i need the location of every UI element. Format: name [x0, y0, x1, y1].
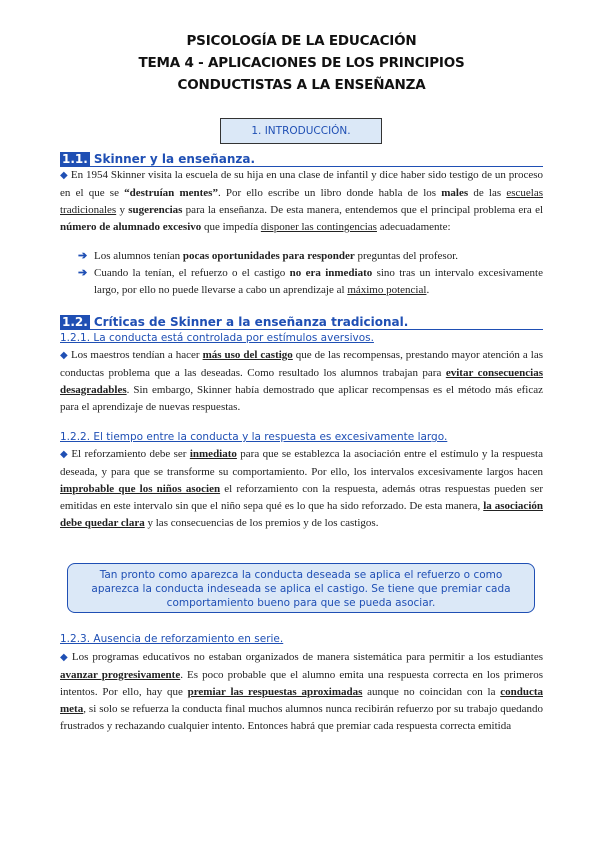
list-item: ➔ Cuando la tenían, el refuerzo o el castigo no era inmediato sino tras un intervalo excesivamente largo, por ello no puede llevarse a cabo un aprendizaje al máximo potencial. — [78, 266, 543, 296]
arrow-bullet-icon: ➔ — [78, 250, 88, 262]
paragraph-reinforcement-timing: ◆ El reforzamiento debe ser inmediato para que se establezca la asociación entre el estímulo y la respuesta deseada, y para que se transforme su comportamiento. Por ello, los intervalos excesivamente largos hacen improbable que los niños asocien el reforzamiento con la respuesta, además otras respuestas pueden ser emitidas en este intervalo sin que el niño sepa qué es lo que ha sido reforzado. De esta manera, la asociación debe quedar clara y las consecuencias de los premios y de los castigos. — [60, 448, 543, 529]
paragraph-aversive-stimuli: ◆ Los maestros tendían a hacer más uso del castigo que de las recompensas, prestando mayor atención a las conductas problema que a las deseadas. Como resultado los alumnos trabajan para evitar consecuencias desagradables. Sin embargo, Skinner había demostrado que aplicar recompensas es el método más eficaz para el aprendizaje de nuevas respuestas. — [60, 349, 543, 413]
key-idea-callout: Tan pronto como aparezca la conducta deseada se aplica el refuerzo o como aparezca la conducta indeseada se aplica el castigo. Se tiene que premiar cada comportamiento bueno para que se pueda asociar. — [67, 563, 535, 613]
subsection-1-2-3-heading: 1.2.3. Ausencia de reforzamiento en serie. — [60, 633, 284, 645]
paragraph-serial-reinforcement: ◆ Los programas educativos no estaban organizados de manera sistemática para permitir a los estudiantes avanzar progresivamente. Es poco probable que el alumno emita una respuesta correcta en los primeros intentos. Por ello, hay que premiar las respuestas aproximadas aunque no coincidan con la conducta meta, si solo se refuerza la conducta final muchos alumnos nunca recibirán refuerzo por su trabajo quedando frustrados y rechazando cualquier intento. Entonces habrá que premiar cada respuesta correcta emitida — [60, 651, 543, 732]
diamond-bullet-icon: ◆ — [60, 652, 69, 663]
section-1-1-number: 1.1. — [62, 152, 88, 166]
diamond-bullet-icon: ◆ — [60, 449, 69, 460]
paragraph-skinner-visit: ◆ En 1954 Skinner visita la escuela de su hija en una clase de infantil y dice haber sido testigo de un proceso en el que se “destruían mentes”. Por ello escribe un libro donde habla de los males de las escuelas tradicionales y sugerencias para la enseñanza. De esta manera, entendemos que el principal problema era el número de alumnado excesivo que impedía disponer las contingencias adecuadamente: — [60, 169, 544, 233]
arrow-bullet-icon: ➔ — [78, 266, 88, 279]
topic-title-line1: TEMA 4 - APLICACIONES DE LOS PRINCIPIOS — [138, 55, 465, 71]
subsection-1-2-2-heading: 1.2.2. El tiempo entre la conducta y la respuesta es excesivamente largo. — [60, 431, 448, 443]
topic-title-line2: CONDUCTISTAS A LA ENSEÑANZA — [177, 77, 426, 93]
section-1-2-title: Críticas de Skinner a la enseñanza tradicional. — [93, 315, 409, 329]
problems-list — [78, 248, 543, 299]
diamond-bullet-icon: ◆ — [60, 350, 68, 361]
section-1-1-heading — [60, 152, 543, 167]
section-1-2-number: 1.2. — [62, 315, 88, 329]
section-1-2-heading — [60, 315, 543, 330]
course-title: PSICOLOGÍA DE LA EDUCACIÓN — [186, 33, 417, 49]
section-1-1-title: Skinner y la enseñanza. — [93, 152, 256, 166]
diamond-bullet-icon: ◆ — [60, 170, 68, 181]
list-item: ➔ Los alumnos tenían pocas oportunidades para responder preguntas del profesor. — [78, 248, 543, 265]
section-intro-box: 1. INTRODUCCIÓN. — [220, 118, 382, 144]
subsection-1-2-1-heading: 1.2.1. La conducta está controlada por estímulos aversivos. — [60, 332, 374, 344]
